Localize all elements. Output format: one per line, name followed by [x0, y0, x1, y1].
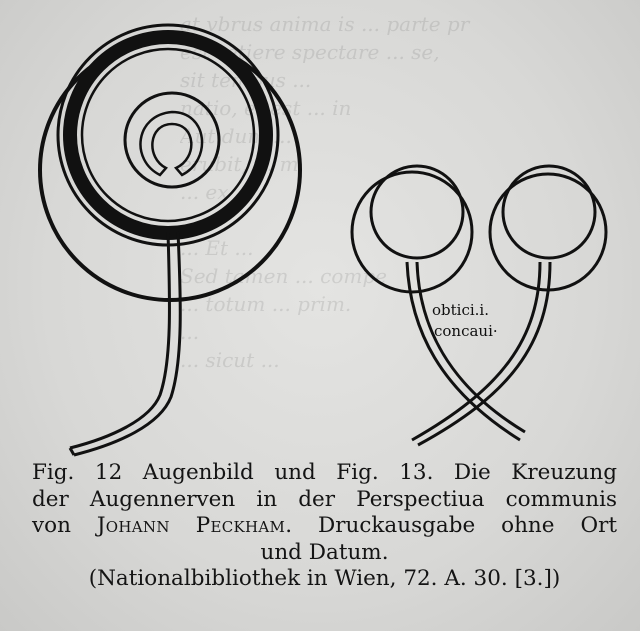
- chiasm-label-line2: concaui·: [434, 322, 498, 340]
- right-eye-inner: [503, 166, 595, 258]
- caption-line-3-prefix: von: [32, 513, 97, 538]
- chiasm-label-line1: obtici.i.: [432, 301, 489, 319]
- left-nerve: [407, 262, 520, 440]
- caption-line-5: (Nationalbibliothek in Wien, 72. A. 30. [3.]): [88, 566, 561, 591]
- left-eye-inner: [371, 166, 463, 258]
- right-nerve-edge: [418, 262, 550, 445]
- eye-pupil-loop: [140, 112, 202, 175]
- figure-caption: [32, 460, 617, 593]
- caption-line-4: und Datum.: [260, 539, 389, 565]
- eye-figure: [40, 25, 300, 455]
- caption-line-3: [32, 513, 617, 540]
- optic-chiasm-figure: [352, 166, 606, 445]
- caption-line-1: Fig. 12 Augenbild und Fig. 13. Die Kreuzung: [32, 460, 617, 485]
- eye-ring-inner-line: [82, 49, 254, 221]
- left-eye-outer: [352, 172, 472, 292]
- author-first-name: Johann: [96, 513, 170, 538]
- eye-nerve-end: [70, 448, 74, 455]
- eye-nerve-stalk-edge: [74, 232, 180, 455]
- eye-ring-outer-line: [58, 25, 278, 245]
- bleed-through-text: at vbrus anima is ... parte pr est retiere spectare ... se, sit tempus ... natio, et est ... in Aut dum ... erubit, ... m ... ex ... ... ... Et ... Sed tamen ... compe ... totum ... prim. ... ... sicut ...: [180, 12, 470, 372]
- caption-line-3-suffix: . Druckausgabe ohne Ort: [285, 513, 617, 538]
- eye-inner-circle: [125, 93, 219, 187]
- eye-dark-ring: [70, 37, 266, 233]
- author-last-name: Peckham: [195, 513, 286, 538]
- caption-line-2: der Augennerven in der Perspectiua communis: [32, 486, 617, 512]
- eye-nerve-stalk: [70, 232, 170, 448]
